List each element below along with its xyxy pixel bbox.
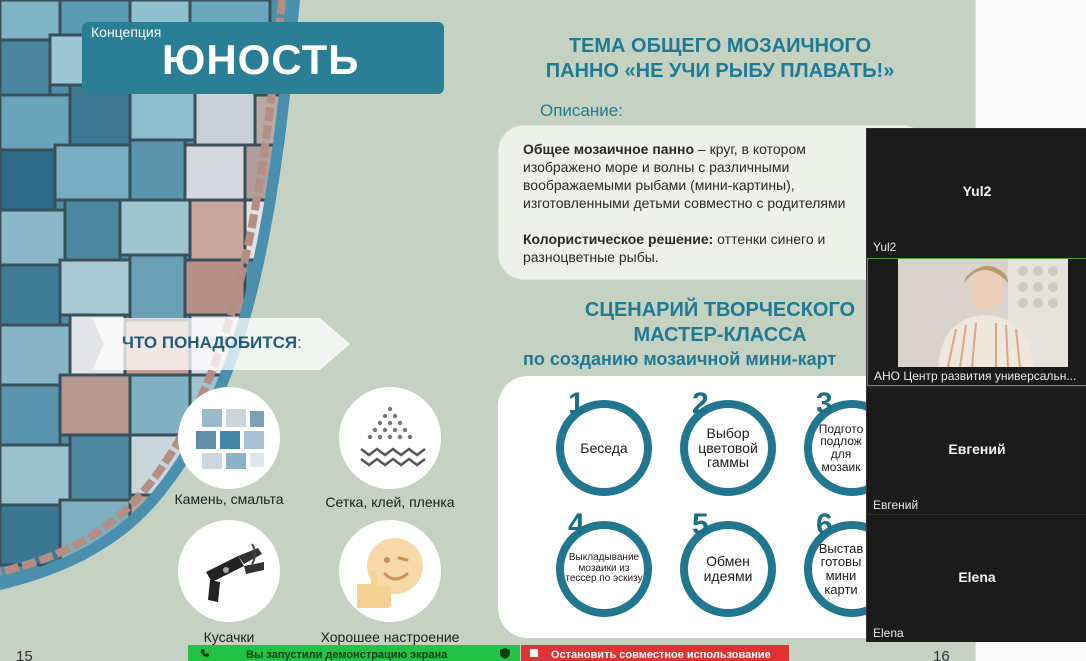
participant-tile-evgeny[interactable] bbox=[867, 386, 1086, 514]
page-number-right: 16 bbox=[933, 648, 950, 661]
share-status-bar bbox=[188, 645, 520, 661]
item-stone bbox=[178, 387, 280, 489]
step-number-2: 2 bbox=[692, 387, 709, 420]
theme-heading bbox=[490, 34, 950, 84]
step-number-3: 3 bbox=[816, 387, 833, 420]
item-stone-label: Камень, смальта bbox=[174, 491, 284, 507]
participant-display-name: Yul2 bbox=[962, 183, 992, 199]
description-bold-1: Общее мозаичное панно bbox=[523, 141, 695, 157]
participant-name-label: Евгений bbox=[873, 498, 919, 512]
stop-square-icon bbox=[530, 649, 538, 657]
step-text-1: Беседа bbox=[580, 439, 628, 456]
participant-tile-yul2[interactable] bbox=[867, 128, 1086, 256]
item-mesh-label: Сетка, клей, пленка bbox=[325, 494, 455, 510]
needs-heading bbox=[122, 333, 302, 353]
concept-title-box bbox=[82, 22, 444, 94]
theme-heading-line2: ПАННО «НЕ УЧИ РЫБУ ПЛАВАТЬ!» bbox=[545, 60, 895, 82]
description-text bbox=[523, 140, 883, 266]
smiley-icon bbox=[339, 520, 441, 622]
step-text-3: Подгото подлож для мозаик bbox=[818, 421, 864, 474]
nippers-icon bbox=[178, 520, 280, 622]
participants-panel[interactable] bbox=[866, 128, 1086, 642]
page-number-left: 15 bbox=[16, 648, 33, 661]
step-number-1: 1 bbox=[568, 387, 585, 420]
item-mood-label: Хорошее настроение bbox=[320, 629, 460, 645]
shield-icon bbox=[500, 648, 510, 659]
share-status-text: Вы запустили демонстрацию экрана bbox=[246, 649, 448, 661]
participant-tile-elena[interactable] bbox=[867, 514, 1086, 642]
phone-icon bbox=[200, 648, 210, 658]
description-text-2: оттенки синего и разноцветные рыбы. bbox=[523, 231, 826, 265]
description-label: Описание: bbox=[540, 101, 623, 120]
item-mesh bbox=[339, 387, 441, 489]
theme-heading-line1: ТЕМА ОБЩЕГО МОЗАИЧНОГО bbox=[568, 35, 872, 57]
step-text-5: Обмен идеями bbox=[703, 553, 753, 584]
stop-sharing-button[interactable] bbox=[521, 645, 789, 661]
needs-label: ЧТО ПОНАДОБИТСЯ bbox=[122, 333, 298, 352]
mesh-icon bbox=[339, 387, 441, 489]
scenario-heading-line1: СЦЕНАРИЙ ТВОРЧЕСКОГО bbox=[584, 299, 856, 321]
description-bold-2: Колористическое решение: bbox=[523, 231, 714, 247]
needs-colon: : bbox=[297, 333, 302, 352]
scenario-subheading: по созданию мозаичной мини-карт bbox=[523, 349, 837, 369]
concept-label: Концепция bbox=[91, 24, 162, 40]
item-mood bbox=[339, 520, 441, 622]
description-text-1: – круг, в котором изображено море и волны с различными воображаемыми рыбами (мини-картины), изготовленными детьми совместно с родителями bbox=[523, 141, 846, 211]
participant-tile-active-speaker[interactable] bbox=[867, 258, 1086, 386]
step-text-2: Выбор цветовой гаммы bbox=[698, 424, 758, 471]
participant-name-label: Elena bbox=[873, 626, 904, 640]
step-text-4: Выкладывание мозаики из тессер по эскизу bbox=[565, 552, 643, 585]
participant-display-name: Евгений bbox=[948, 441, 1006, 457]
participant-display-name: Elena bbox=[958, 569, 996, 585]
step-number-5: 5 bbox=[692, 508, 709, 541]
description-card bbox=[498, 125, 928, 280]
item-nippers bbox=[178, 520, 280, 622]
step-number-6: 6 bbox=[816, 508, 833, 541]
step-text-6: Выстав готовы мини карти bbox=[818, 540, 864, 597]
step-number-4: 4 bbox=[568, 508, 585, 541]
item-nippers-label: Кусачки bbox=[203, 629, 255, 645]
scenario-heading-line2: МАСТЕР-КЛАССА bbox=[633, 324, 807, 346]
stop-sharing-label: Остановить совместное использование bbox=[551, 649, 771, 661]
participant-name-label: АНО Центр развития универсальн... bbox=[874, 369, 1077, 383]
concept-title: ЮНОСТЬ bbox=[162, 36, 360, 83]
participant-video bbox=[898, 259, 1068, 367]
tiles-icon bbox=[178, 387, 280, 489]
participant-name-label: Yul2 bbox=[873, 240, 897, 254]
